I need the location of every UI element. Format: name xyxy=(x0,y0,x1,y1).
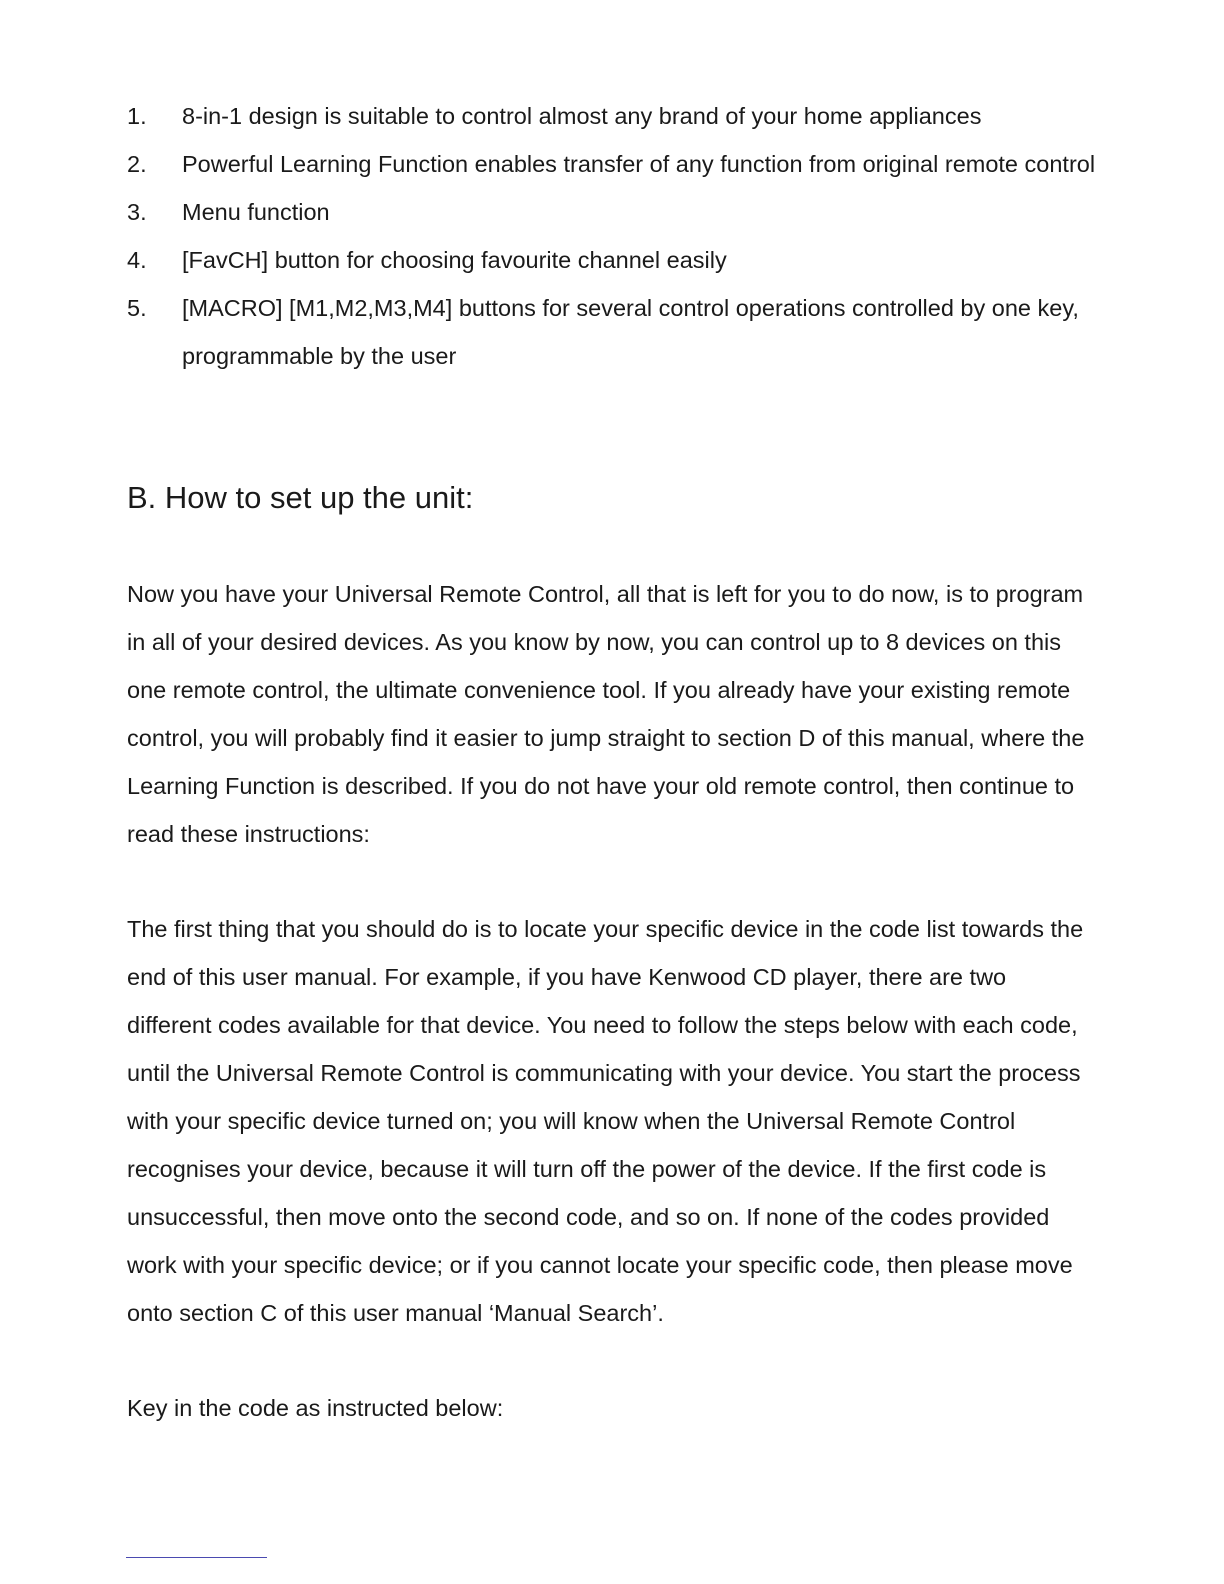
list-item xyxy=(127,284,1097,380)
list-item-number: 4. xyxy=(127,247,147,273)
footnote-divider xyxy=(126,1557,267,1558)
list-item-text: 8-in-1 design is suitable to control almost any brand of your home appliances xyxy=(182,103,982,129)
list-item xyxy=(127,92,1097,140)
list-item xyxy=(127,140,1097,188)
list-item-text: Powerful Learning Function enables transfer of any function from original remote control xyxy=(182,151,1096,177)
list-item-number: 5. xyxy=(127,295,147,321)
setup-intro-paragraph: Now you have your Universal Remote Control, all that is left for you to do now, is to program in all of your desired devices. As you know by now, you can control up to 8 devices on this one remote control, the ultimate convenience tool. If you already have your existing remote control, you will probably find it easier to jump straight to section D of this manual, where the Learning Function is described. If you do not have your old remote control, then continue to read these instructions: xyxy=(127,581,1085,847)
code-list-paragraph: The first thing that you should do is to locate your specific device in the code list towards the end of this user manual. For example, if you have Kenwood CD player, there are two different codes available for that device. You need to follow the steps below with each code, until the Universal Remote Control is communicating with your device. You start the process with your specific device turned on; you will know when the Universal Remote Control recognises your device, because it will turn off the power of the device. If the first code is unsuccessful, then move onto the second code, and so on. If none of the codes provided work with your specific device; or if you cannot locate your specific code, then please move onto section C of this user manual ‘Manual Search’. xyxy=(127,916,1084,1326)
list-item xyxy=(127,236,1097,284)
list-item-text: Menu function xyxy=(182,199,330,225)
list-item-text: [FavCH] button for choosing favourite channel easily xyxy=(182,247,727,273)
manual-page xyxy=(127,92,1097,1421)
key-in-instruction: Key in the code as instructed below: xyxy=(127,1395,504,1421)
list-item-number: 2. xyxy=(127,151,147,177)
feature-list xyxy=(127,92,1097,380)
list-item-text: [MACRO] [M1,M2,M3,M4] buttons for several control operations controlled by one key, programmable by the user xyxy=(182,295,1079,369)
list-item-number: 1. xyxy=(127,103,147,129)
section-heading: B. How to set up the unit: xyxy=(127,480,474,515)
list-item xyxy=(127,188,1097,236)
list-item-number: 3. xyxy=(127,199,147,225)
